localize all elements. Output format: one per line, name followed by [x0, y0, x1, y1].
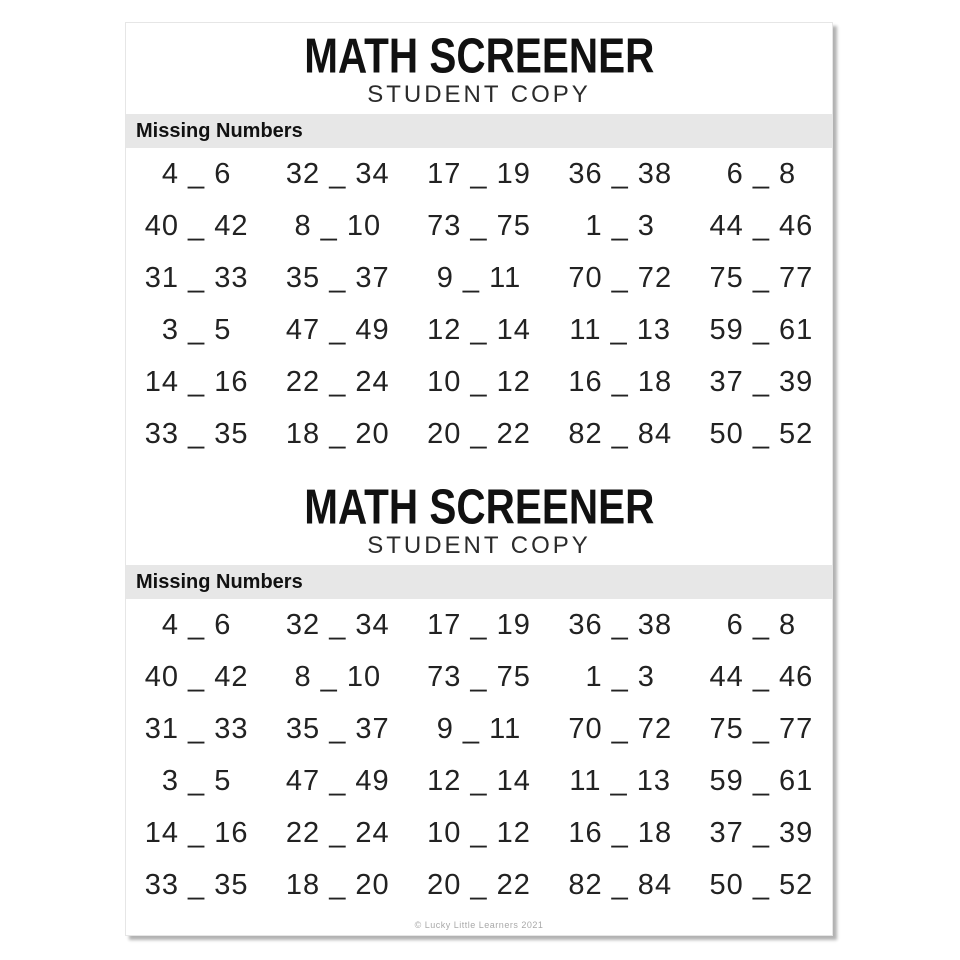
missing-number-item: 82 _ 84 — [568, 417, 673, 450]
section-header — [126, 460, 832, 560]
missing-number-item: 70 _ 72 — [568, 712, 673, 745]
missing-number-item: 73 _ 75 — [427, 209, 531, 242]
missing-number-item: 70 _ 72 — [568, 261, 673, 294]
missing-number-item: 20 _ 22 — [427, 417, 531, 450]
missing-number-item: 36 _ 38 — [568, 157, 673, 190]
missing-number-item: 12 _ 14 — [427, 313, 531, 346]
missing-number-item: 16 _ 18 — [568, 365, 673, 398]
missing-number-item: 47 _ 49 — [285, 764, 390, 797]
missing-number-item: 8 _ 10 — [294, 660, 382, 693]
worksheet-section-1 — [126, 23, 832, 460]
missing-number-item: 33 _ 35 — [144, 417, 249, 450]
missing-number-item: 44 _ 46 — [709, 660, 814, 693]
missing-number-item: 12 _ 14 — [427, 764, 531, 797]
missing-number-item: 14 _ 16 — [144, 365, 249, 398]
missing-number-item: 33 _ 35 — [144, 868, 249, 901]
missing-number-item: 35 _ 37 — [285, 261, 390, 294]
missing-number-item: 75 _ 77 — [709, 712, 814, 745]
page-subtitle: STUDENT COPY — [367, 532, 591, 559]
missing-number-item: 47 _ 49 — [285, 313, 390, 346]
missing-numbers-grid — [126, 148, 832, 460]
footer-credit: © Lucky Little Learners 2021 — [414, 920, 544, 930]
missing-number-item: 18 _ 20 — [285, 868, 390, 901]
missing-number-item: 10 _ 12 — [427, 365, 531, 398]
missing-number-item: 9 _ 11 — [436, 712, 522, 745]
missing-number-item: 8 _ 10 — [294, 209, 382, 242]
missing-number-item: 3 _ 5 — [161, 764, 232, 797]
missing-number-item: 31 _ 33 — [144, 712, 249, 745]
worksheet-section-2 — [126, 460, 832, 911]
page-title: MATH SCREENER — [303, 29, 655, 84]
missing-number-item: 22 _ 24 — [285, 816, 390, 849]
missing-number-item: 17 _ 19 — [427, 608, 531, 641]
missing-number-item: 11 _ 13 — [569, 313, 671, 346]
missing-number-item: 3 _ 5 — [161, 313, 232, 346]
missing-number-item: 59 _ 61 — [709, 764, 814, 797]
missing-number-item: 32 _ 34 — [285, 608, 390, 641]
missing-number-item: 17 _ 19 — [427, 157, 531, 190]
missing-number-item: 32 _ 34 — [285, 157, 390, 190]
missing-number-item: 44 _ 46 — [709, 209, 814, 242]
missing-number-item: 16 _ 18 — [568, 816, 673, 849]
missing-number-item: 6 _ 8 — [726, 608, 797, 641]
section-header — [126, 23, 832, 109]
missing-number-item: 9 _ 11 — [436, 261, 522, 294]
section-label: Missing Numbers — [136, 571, 303, 593]
missing-number-item: 36 _ 38 — [568, 608, 673, 641]
page-title: MATH SCREENER — [303, 480, 655, 535]
missing-number-item: 40 _ 42 — [144, 209, 249, 242]
page-subtitle: STUDENT COPY — [367, 81, 591, 108]
missing-number-item: 35 _ 37 — [285, 712, 390, 745]
missing-number-item: 40 _ 42 — [144, 660, 249, 693]
missing-number-item: 18 _ 20 — [285, 417, 390, 450]
section-label-bar — [126, 114, 832, 148]
missing-number-item: 4 _ 6 — [161, 157, 232, 190]
missing-number-item: 37 _ 39 — [709, 365, 814, 398]
missing-number-item: 20 _ 22 — [427, 868, 531, 901]
missing-number-item: 82 _ 84 — [568, 868, 673, 901]
missing-number-item: 14 _ 16 — [144, 816, 249, 849]
missing-number-item: 31 _ 33 — [144, 261, 249, 294]
worksheet-page — [125, 22, 833, 936]
missing-number-item: 6 _ 8 — [726, 157, 797, 190]
missing-number-item: 50 _ 52 — [709, 868, 814, 901]
missing-number-item: 50 _ 52 — [709, 417, 814, 450]
missing-number-item: 22 _ 24 — [285, 365, 390, 398]
missing-number-item: 4 _ 6 — [161, 608, 232, 641]
missing-numbers-grid — [126, 599, 832, 911]
missing-number-item: 75 _ 77 — [709, 261, 814, 294]
missing-number-item: 59 _ 61 — [709, 313, 814, 346]
missing-number-item: 1 _ 3 — [585, 209, 655, 242]
missing-number-item: 11 _ 13 — [569, 764, 671, 797]
missing-number-item: 1 _ 3 — [585, 660, 655, 693]
missing-number-item: 73 _ 75 — [427, 660, 531, 693]
section-label: Missing Numbers — [136, 120, 303, 142]
missing-number-item: 10 _ 12 — [427, 816, 531, 849]
section-label-bar — [126, 565, 832, 599]
missing-number-item: 37 _ 39 — [709, 816, 814, 849]
